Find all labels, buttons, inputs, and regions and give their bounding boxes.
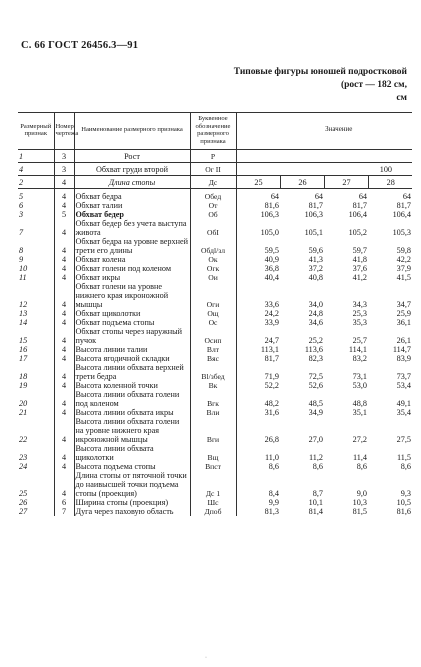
table-row	[18, 210, 412, 219]
measure-value: 24,8	[308, 309, 323, 319]
row-number: 21	[19, 408, 28, 418]
measure-name: Ширина стопы (проекция)	[75, 498, 169, 508]
measure-name: Обхват голени на уровне нижнего края икроножной мышцы	[75, 282, 169, 310]
measure-value: 83,9	[396, 354, 411, 364]
measure-value: 41,8	[352, 255, 367, 265]
measure-symbol: Вщ	[190, 444, 236, 462]
measure-value: 48,8	[352, 399, 367, 409]
measure-value: 64	[358, 192, 367, 202]
measure-value: 27,2	[352, 435, 367, 445]
parameter-value: 100	[236, 163, 412, 176]
row-number: 18	[19, 372, 28, 382]
measurements-table	[18, 112, 412, 516]
table-row	[18, 471, 412, 498]
row-number: 19	[19, 381, 28, 391]
measure-symbol: Вяс	[190, 354, 236, 363]
table-row	[18, 273, 412, 282]
row-number: 16	[19, 345, 28, 355]
measure-symbol: Вли	[190, 408, 236, 417]
measure-value: 106,4	[392, 210, 411, 220]
measure-name: Высота линии обхвата голени на уровне нижнего края икроножной мышцы	[75, 417, 180, 445]
measure-value: 81,7	[396, 201, 411, 211]
measure-symbol: От	[190, 201, 236, 210]
table-row	[18, 318, 412, 327]
measure-value: 48,2	[264, 399, 279, 409]
measure-symbol: Дс 1	[190, 471, 236, 498]
figure-number: 4	[54, 237, 74, 255]
measure-value: 41,5	[396, 273, 411, 283]
figure-number: 4	[54, 255, 74, 264]
measure-value: 83,2	[352, 354, 367, 364]
row-number: 7	[19, 228, 24, 238]
measure-value: 72,5	[308, 372, 323, 382]
figure-number: 4	[54, 354, 74, 363]
measure-value: 27,0	[308, 435, 323, 445]
measure-value: 106,4	[348, 210, 367, 220]
row-number: 27	[19, 507, 28, 517]
table-row	[18, 219, 412, 237]
table-header-row	[18, 113, 412, 150]
measure-value: 8,6	[268, 462, 279, 472]
measure-value: 81,4	[308, 507, 323, 517]
row-number: 5	[19, 192, 24, 202]
measure-name: Обхват икры	[75, 273, 121, 283]
figure-number: 4	[54, 264, 74, 273]
table-row	[18, 417, 412, 444]
measure-value: 53,4	[396, 381, 411, 391]
row-number: 15	[19, 336, 28, 346]
measure-value: 113,1	[260, 345, 279, 355]
table-row	[18, 381, 412, 390]
table-row	[18, 327, 412, 345]
measure-symbol: Огк	[190, 264, 236, 273]
measure-name: Обхват голени под коленом	[75, 264, 172, 274]
table-row	[18, 498, 412, 507]
col-header-figure: Номер чертежа	[54, 113, 74, 150]
measure-value: 81,7	[352, 201, 367, 211]
measure-symbol: Ощ	[190, 309, 236, 318]
measure-value: 42,2	[396, 255, 411, 265]
figure-number: 4	[54, 381, 74, 390]
measure-value: 64	[314, 192, 323, 202]
measure-name: Обхват талии	[75, 201, 123, 211]
table-body	[18, 150, 412, 517]
measure-value: 82,3	[308, 354, 323, 364]
measure-symbol: Впст	[190, 462, 236, 471]
measure-symbol: Вк	[190, 381, 236, 390]
measure-value: 8,6	[312, 462, 323, 472]
figure-number: 4	[54, 318, 74, 327]
figure-number: 5	[54, 210, 74, 219]
row-number: 20	[19, 399, 28, 409]
measure-value: 37,6	[352, 264, 367, 274]
measure-name: Высота ягодичной складки	[75, 354, 170, 364]
size-value: 26	[280, 176, 324, 189]
measure-name: Высота линии талии	[75, 345, 148, 355]
figure-number: 7	[54, 507, 74, 516]
measure-value: 59,8	[396, 246, 411, 256]
row-number: 13	[19, 309, 28, 319]
table-row	[18, 354, 412, 363]
measure-name: Длина стопы	[74, 176, 190, 189]
page-header: С. 66 ГОСТ 26456.3—91	[21, 40, 139, 51]
measure-value: 73,7	[396, 372, 411, 382]
figure-number: 4	[54, 390, 74, 408]
figure-number: 4	[54, 176, 74, 189]
size-value: 28	[368, 176, 412, 189]
measure-value: 81,7	[264, 354, 279, 364]
title-line-3: см	[396, 93, 407, 103]
measure-symbol: Обед	[190, 189, 236, 202]
parameter-value	[236, 150, 412, 163]
measure-value: 105,0	[260, 228, 279, 238]
measure-value: 34,3	[352, 300, 367, 310]
measure-value: 106,3	[260, 210, 279, 220]
measure-value: 10,1	[308, 498, 323, 508]
measure-value: 114,7	[392, 345, 411, 355]
measure-symbol: Ос	[190, 318, 236, 327]
measure-value: 49,1	[396, 399, 411, 409]
measure-value: 105,3	[392, 228, 411, 238]
row-number: 8	[19, 246, 24, 256]
figure-number: 4	[54, 462, 74, 471]
measure-name: Обхват щиколотки	[75, 309, 141, 319]
measure-value: 40,9	[264, 255, 279, 265]
row-number: 3	[19, 210, 24, 220]
measure-value: 26,8	[264, 435, 279, 445]
measure-value: 31,6	[264, 408, 279, 418]
table-row	[18, 282, 412, 309]
table-row	[18, 309, 412, 318]
measure-value: 25,3	[352, 309, 367, 319]
measure-value: 25,2	[308, 336, 323, 346]
size-row	[18, 176, 412, 189]
size-value: 25	[236, 176, 280, 189]
measure-name: Высота линии обхвата икры	[75, 408, 174, 418]
row-number: 6	[19, 201, 24, 211]
measure-symbol: Шс	[190, 498, 236, 507]
measure-value: 105,1	[304, 228, 323, 238]
row-number: 26	[19, 498, 28, 508]
measure-symbol: Ои	[190, 273, 236, 282]
measure-value: 35,1	[352, 408, 367, 418]
measure-value: 81,6	[264, 201, 279, 211]
row-number: 4	[18, 163, 54, 176]
measure-value: 64	[402, 192, 411, 202]
measure-symbol: Влт	[190, 345, 236, 354]
measure-value: 10,3	[352, 498, 367, 508]
measure-value: 59,6	[308, 246, 323, 256]
parameter-row	[18, 163, 412, 176]
measure-value: 11,2	[308, 453, 323, 463]
table-title	[207, 66, 407, 105]
table-row	[18, 444, 412, 462]
measure-value: 81,6	[396, 507, 411, 517]
measure-value: 64	[270, 192, 279, 202]
measure-symbol: Ог II	[190, 163, 236, 176]
measure-name: Обхват груди второй	[74, 163, 190, 176]
measure-value: 25,9	[396, 309, 411, 319]
measure-name: Обхват стопы через наружный пучок	[75, 327, 183, 346]
measure-value: 8,6	[400, 462, 411, 472]
measure-value: 41,2	[352, 273, 367, 283]
measure-value: 114,1	[348, 345, 367, 355]
measure-symbol: Оги	[190, 282, 236, 309]
table-row	[18, 408, 412, 417]
measure-value: 71,9	[264, 372, 279, 382]
figure-number: 4	[54, 273, 74, 282]
figure-number: 4	[54, 201, 74, 210]
measure-name: Высота линии обхвата голени под коленом	[75, 390, 180, 409]
col-header-values: Значение	[236, 113, 412, 150]
measure-name: Обхват бедер без учета выступа живота	[75, 219, 187, 238]
figure-number: 3	[54, 163, 74, 176]
measure-symbol: Обдl/зл	[190, 237, 236, 255]
measure-value: 8,4	[268, 489, 279, 499]
table-row	[18, 363, 412, 381]
measure-name: Обхват бедра на уровне верхней трети его длины	[75, 237, 188, 256]
figure-number: 4	[54, 189, 74, 202]
figure-number: 4	[54, 363, 74, 381]
row-number: 22	[19, 435, 28, 445]
measure-symbol: Вl/збед	[190, 363, 236, 381]
table-row	[18, 201, 412, 210]
measure-value: 9,9	[268, 498, 279, 508]
measure-value: 81,3	[264, 507, 279, 517]
measure-value: 35,3	[352, 318, 367, 328]
measure-value: 113,6	[304, 345, 323, 355]
figure-number: 3	[54, 150, 74, 163]
measure-value: 8,6	[356, 462, 367, 472]
measure-value: 34,7	[396, 300, 411, 310]
measure-name: Высота подъема стопы	[75, 462, 156, 472]
measure-symbol: Р	[190, 150, 236, 163]
table-row	[18, 507, 412, 516]
figure-number: 4	[54, 345, 74, 354]
figure-number: 4	[54, 444, 74, 462]
row-number: 14	[19, 318, 28, 328]
row-number: 10	[19, 264, 28, 274]
measure-value: 48,5	[308, 399, 323, 409]
measure-value: 81,7	[308, 201, 323, 211]
measure-name: Длина стопы от пяточной точки до наивысшей точки подъема стопы (проекция)	[75, 471, 187, 499]
measure-value: 8,7	[312, 489, 323, 499]
measure-value: 34,0	[308, 300, 323, 310]
measure-name: Обхват бедер	[75, 210, 124, 220]
measure-value: 35,4	[396, 408, 411, 418]
measure-name: Обхват колена	[75, 255, 126, 265]
measure-value: 52,6	[308, 381, 323, 391]
measure-value: 106,3	[304, 210, 323, 220]
figure-number: 4	[54, 417, 74, 444]
table-row	[18, 255, 412, 264]
col-header-number: Размерный признак	[18, 113, 54, 150]
measure-name: Высота линии обхвата щиколотки	[75, 444, 154, 463]
measure-value: 36,8	[264, 264, 279, 274]
measure-value: 11,5	[396, 453, 411, 463]
table-row	[18, 390, 412, 408]
measure-value: 53,0	[352, 381, 367, 391]
measure-value: 52,2	[264, 381, 279, 391]
title-line-2: (рост — 182 см,	[340, 80, 407, 90]
measure-symbol: Ок	[190, 255, 236, 264]
measure-name: Высота линии обхвата верхней трети бедра	[75, 363, 184, 382]
measure-symbol: Дпоб	[190, 507, 236, 516]
measure-symbol: Вги	[190, 417, 236, 444]
measure-symbol: ОбI	[190, 219, 236, 237]
measure-value: 26,1	[396, 336, 411, 346]
measure-name: Рост	[74, 150, 190, 163]
measure-name: Высота коленной точки	[75, 381, 158, 391]
measure-value: 27,5	[396, 435, 411, 445]
measure-name: Дуга через паховую область	[75, 507, 174, 517]
page-mark: ·	[205, 655, 207, 661]
measure-value: 34,6	[308, 318, 323, 328]
col-header-symbol: Буквенное обозначение размерного признака	[190, 113, 236, 150]
figure-number: 6	[54, 498, 74, 507]
row-number: 9	[19, 255, 24, 265]
col-header-name: Наименование размерного признака	[74, 113, 190, 150]
figure-number: 4	[54, 282, 74, 309]
table-row	[18, 189, 412, 202]
measure-value: 24,2	[264, 309, 279, 319]
measure-value: 9,0	[356, 489, 367, 499]
measure-value: 11,0	[264, 453, 279, 463]
parameter-row	[18, 150, 412, 163]
figure-number: 4	[54, 327, 74, 345]
measure-value: 10,5	[396, 498, 411, 508]
measure-value: 37,9	[396, 264, 411, 274]
table-row	[18, 264, 412, 273]
measure-value: 9,3	[400, 489, 411, 499]
table-row	[18, 237, 412, 255]
measure-value: 81,5	[352, 507, 367, 517]
row-number: 2	[18, 176, 54, 189]
row-number: 25	[19, 489, 28, 499]
measure-value: 59,7	[352, 246, 367, 256]
measure-value: 34,9	[308, 408, 323, 418]
table-row	[18, 462, 412, 471]
measure-symbol: Дс	[190, 176, 236, 189]
measure-value: 41,3	[308, 255, 323, 265]
figure-number: 4	[54, 219, 74, 237]
row-number: 11	[19, 273, 27, 283]
measure-value: 36,1	[396, 318, 411, 328]
measure-value: 11,4	[352, 453, 367, 463]
measure-value: 33,9	[264, 318, 279, 328]
measure-value: 25,7	[352, 336, 367, 346]
measure-symbol: Об	[190, 210, 236, 219]
measure-value: 105,2	[348, 228, 367, 238]
row-number: 24	[19, 462, 28, 472]
measure-symbol: Осип	[190, 327, 236, 345]
measure-name: Обхват подъема стопы	[75, 318, 155, 328]
row-number: 12	[19, 300, 28, 310]
size-value: 27	[324, 176, 368, 189]
figure-number: 4	[54, 408, 74, 417]
measure-value: 73,1	[352, 372, 367, 382]
row-number: 1	[18, 150, 54, 163]
measure-value: 40,4	[264, 273, 279, 283]
measure-name: Обхват бедра	[75, 192, 122, 202]
measure-value: 33,6	[264, 300, 279, 310]
title-line-1: Типовые фигуры юношей подростковой	[233, 67, 407, 77]
table-row	[18, 345, 412, 354]
measure-symbol: Вгк	[190, 390, 236, 408]
measure-value: 59,5	[264, 246, 279, 256]
figure-number: 4	[54, 309, 74, 318]
row-number: 17	[19, 354, 28, 364]
figure-number: 4	[54, 471, 74, 498]
row-number: 23	[19, 453, 28, 463]
measure-value: 37,2	[308, 264, 323, 274]
measure-value: 40,8	[308, 273, 323, 283]
measure-value: 24,7	[264, 336, 279, 346]
